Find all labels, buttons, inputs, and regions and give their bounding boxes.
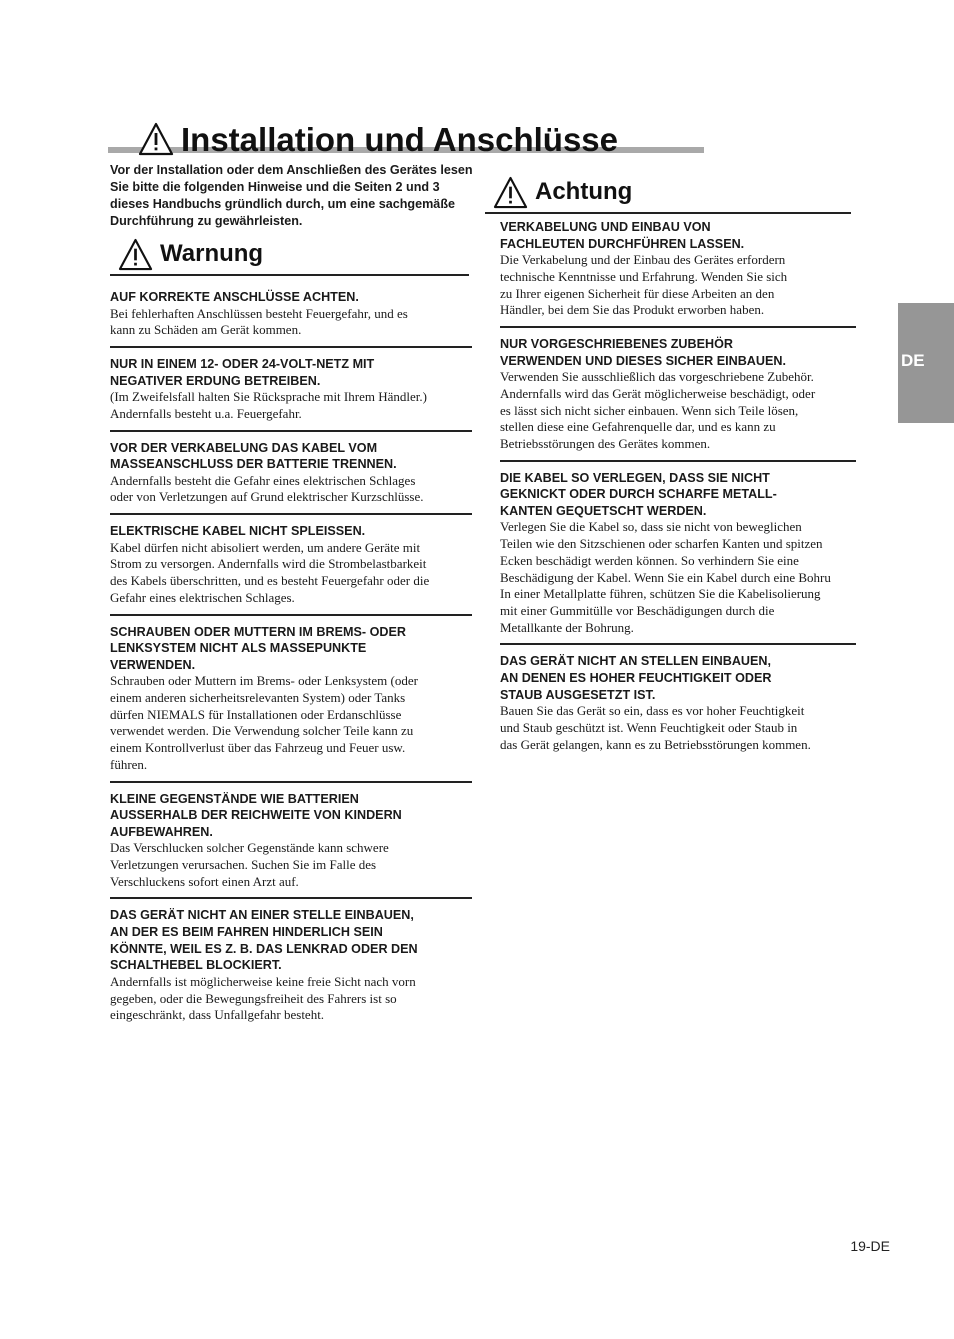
warning-item-title <box>110 907 472 973</box>
warning-item-title-line: NUR IN EINEM 12- ODER 24-VOLT-NETZ MIT <box>110 357 375 371</box>
caution-item-body-line: Beschädigung der Kabel. Wenn Sie ein Kabel durch eine Bohru <box>500 569 831 585</box>
warning-item-title-line: NEGATIVER ERDUNG BETREIBEN. <box>110 373 321 388</box>
warning-item-title <box>110 289 472 306</box>
intro-text: Vor der Installation oder dem Anschließen des Gerätes lesen Sie bitte die folgenden Hinweise und die Seiten 2 und 3 dieses Handbuchs gründlich durch, um eine sachgemäße Durchführung zu gewährleisten. <box>110 163 473 228</box>
warning-item-body-line: Andernfalls besteht u.a. Feuergefahr. <box>110 405 302 421</box>
warning-item-body-line: führen. <box>110 756 148 772</box>
warning-triangle-icon <box>138 122 174 156</box>
caution-item-title <box>500 470 856 520</box>
warning-item-body-line: Verletzungen verursachen. Suchen Sie im Falle des <box>110 857 377 873</box>
warning-item-title-line: MASSEANSCHLUSS DER BATTERIE TRENNEN. <box>110 457 397 472</box>
language-tab-label: DE <box>901 351 925 370</box>
warning-item-title-line: SCHALTHEBEL BLOCKIERT. <box>110 958 282 973</box>
warning-item-title-line: AN DER ES BEIM FAHREN HINDERLICH SEIN <box>110 925 383 940</box>
warning-heading <box>110 234 469 276</box>
caution-item <box>500 219 856 328</box>
caution-heading <box>485 172 851 214</box>
caution-item-body-line: Verlegen Sie die Kabel so, dass sie nicht von beweglichen <box>500 519 802 535</box>
warning-item-title-line: DAS GERÄT NICHT AN EINER STELLE EINBAUEN, <box>110 908 414 923</box>
warning-item <box>110 356 472 432</box>
warning-item-title-line: ELEKTRISCHE KABEL NICHT SPLEISSEN. <box>110 524 366 539</box>
warning-item-title-line: LENKSYSTEM NICHT ALS MASSEPUNKTE <box>110 641 367 656</box>
page-title-block <box>108 122 704 166</box>
warning-item-body <box>110 840 472 890</box>
warning-item <box>110 907 472 1030</box>
caution-item-title <box>500 653 856 703</box>
warning-item <box>110 523 472 615</box>
caution-item-title-line: VERWENDEN UND DIESES SICHER EINBAUEN. <box>500 353 786 368</box>
warning-item-body-line: Strom zu versorgen. Andernfalls wird die Strombelastbarkeit <box>110 556 427 572</box>
caution-item-body-line: technische Kenntnisse und Erfahrung. Wenden Sie sich <box>500 268 788 284</box>
warning-item-body-line: (Im Zweifelsfall halten Sie Rücksprache mit Ihrem Händler.) <box>110 389 427 405</box>
warning-item-body <box>110 540 472 607</box>
caution-heading-label: Achtung <box>535 178 633 205</box>
warning-triangle-icon <box>118 238 153 271</box>
warning-item-body-line: Gefahr eines elektrischen Schlages. <box>110 589 295 605</box>
warning-item-title-line: VOR DER VERKABELUNG DAS KABEL VOM <box>110 440 378 455</box>
caution-item-title <box>500 336 856 369</box>
caution-item-title-line: VERKABELUNG UND EINBAU VON <box>500 220 711 234</box>
caution-item-body-line: Händler, bei dem Sie das Produkt erworben haben. <box>500 302 765 318</box>
warning-item-body-line: Schrauben oder Muttern im Brems- oder Lenksystem (oder <box>110 673 418 689</box>
caution-item-body-line: Ecken beschädigt werden können. So verhindern Sie eine <box>500 552 799 568</box>
warning-item-body-line: einem anderen sicherheitsrelevanten System) oder Tanks <box>110 690 406 706</box>
warning-item-body-line: einem Kontrollverlust über das Fahrzeug und Feuer usw. <box>110 740 406 756</box>
caution-item-body-line: Die Verkabelung und der Einbau des Gerätes erfordern <box>500 252 786 268</box>
warning-heading-label: Warnung <box>160 240 264 267</box>
caution-item-title-line: KANTEN GEQUETSCHT WERDEN. <box>500 503 707 518</box>
warning-item <box>110 624 472 783</box>
warning-item-body-line: Kabel dürfen nicht abisoliert werden, um andere Geräte mit <box>110 539 421 555</box>
caution-item-title-line: GEKNICKT ODER DURCH SCHARFE METALL- <box>500 487 777 502</box>
warning-item-title <box>110 624 472 674</box>
warning-item-body-line: gegeben, oder die Bewegungsfreiheit des Fahrers ist so <box>110 990 397 1006</box>
warning-item-title-line: SCHRAUBEN ODER MUTTERN IM BREMS- ODER <box>110 624 406 639</box>
warning-item-body-line: kann zu Schäden am Gerät kommen. <box>110 322 302 338</box>
caution-item-title <box>500 219 856 252</box>
caution-item-body-line: Teilen wie den Sitzschienen oder scharfen Kanten und spitzen <box>500 536 823 552</box>
caution-item-body <box>500 519 856 636</box>
warning-item-body-line: Andernfalls ist möglicherweise keine freie Sicht nach vorn <box>110 973 416 989</box>
warning-item-title-line: VERWENDEN. <box>110 657 196 672</box>
warning-item-title-line: AUFBEWAHREN. <box>110 824 213 839</box>
caution-item-body-line: Metallkante der Bohrung. <box>500 619 634 635</box>
caution-item-body-line: In einer Metallplatte führen, schützen Sie die Kabelisolierung <box>500 586 821 602</box>
caution-item-body-line: Betriebsstörungen des Gerätes kommen. <box>500 436 711 451</box>
warning-item-body <box>110 974 472 1024</box>
caution-item-body-line: und Staub geschützt ist. Wenn Feuchtigkeit oder Staub in <box>500 719 798 735</box>
warning-item-body-line: des Kabels überschritten, und es besteht Feuergefahr oder die <box>110 573 430 589</box>
caution-item-body-line: zu Ihrer eigenen Sicherheit für diese Arbeiten an den <box>500 285 775 301</box>
warning-item-title <box>110 791 472 841</box>
caution-item-body-line: Andernfalls wird das Gerät möglicherweise beschädigt, oder <box>500 385 816 401</box>
language-tab <box>898 303 954 423</box>
caution-item-body-line: Verwenden Sie ausschließlich das vorgeschriebene Zubehör. <box>500 369 814 385</box>
caution-item-title-line: AN DENEN ES HOHER FEUCHTIGKEIT ODER <box>500 671 772 685</box>
caution-items <box>500 219 856 760</box>
caution-item-body <box>500 252 856 319</box>
caution-item-body <box>500 703 856 753</box>
warning-item-title-line: AUSSERHALB DER REICHWEITE VON KINDERN <box>110 808 402 823</box>
caution-item-body <box>500 369 856 453</box>
page-number: 19-DE <box>850 1238 890 1254</box>
warning-item-title-line: KLEINE GEGENSTÄNDE WIE BATTERIEN <box>110 791 359 806</box>
warning-item-title <box>110 440 472 473</box>
caution-item-body-line: das Gerät gelangen, kann es zu Betriebsstörungen kommen. <box>500 736 811 752</box>
warning-item-title <box>110 356 472 389</box>
warning-item-body <box>110 389 472 422</box>
warning-items <box>110 289 472 1031</box>
warning-item-body-line: Verschluckens sofort einen Arzt auf. <box>110 873 299 889</box>
warning-item-body-line: verwendet werden. Die Verwendung solcher Teile kann zu <box>110 723 414 739</box>
warning-item-body <box>110 473 472 506</box>
caution-item-body-line: es lässt sich nicht sicher einbauen. Wenn sich Teile lösen, <box>500 402 799 418</box>
caution-triangle-icon <box>493 176 528 209</box>
warning-item-body-line: oder von Verletzungen auf Grund elektrischer Kurzschlüsse. <box>110 489 424 505</box>
caution-item-body-line: mit einer Gummitülle vor Beschädigungen durch die <box>500 603 775 618</box>
page-title: Installation und Anschlüsse <box>181 121 619 158</box>
warning-item <box>110 289 472 348</box>
caution-item-title-line: NUR VORGESCHRIEBENES ZUBEHÖR <box>500 337 734 351</box>
caution-item-title-line: DAS GERÄT NICHT AN STELLEN EINBAUEN, <box>500 654 772 669</box>
warning-item-title-line: KÖNNTE, WEIL ES Z. B. DAS LENKRAD ODER DEN <box>110 941 418 956</box>
warning-item-body-line: eingeschränkt, dass Unfallgefahr besteht. <box>110 1007 325 1023</box>
caution-item-body-line: Bauen Sie das Gerät so ein, dass es vor hoher Feuchtigkeit <box>500 703 805 719</box>
warning-item-body <box>110 673 472 773</box>
warning-item-title-line: AUF KORREKTE ANSCHLÜSSE ACHTEN. <box>110 290 359 304</box>
caution-item-title-line: DIE KABEL SO VERLEGEN, DASS SIE NICHT <box>500 470 770 485</box>
warning-item-body <box>110 306 472 339</box>
warning-item-body-line: Andernfalls besteht die Gefahr eines elektrischen Schlages <box>110 472 416 488</box>
caution-item-title-line: FACHLEUTEN DURCHFÜHREN LASSEN. <box>500 236 745 251</box>
warning-item <box>110 791 472 900</box>
warning-item <box>110 440 472 516</box>
caution-item-body-line: stellen diese eine Gefahrenquelle dar, und es kann zu <box>500 419 776 435</box>
warning-item-body-line: Bei fehlerhaften Anschlüssen besteht Feuergefahr, und es <box>110 305 408 321</box>
caution-item-title-line: STAUB AUSGESETZT IST. <box>500 687 656 702</box>
caution-item <box>500 336 856 462</box>
warning-item-title <box>110 523 472 540</box>
warning-item-body-line: dürfen NIEMALS für Installationen oder Erdanschlüsse <box>110 706 402 722</box>
caution-item <box>500 653 856 760</box>
warning-item-body-line: Das Verschlucken solcher Gegenstände kann schwere <box>110 840 389 856</box>
caution-item <box>500 470 856 646</box>
